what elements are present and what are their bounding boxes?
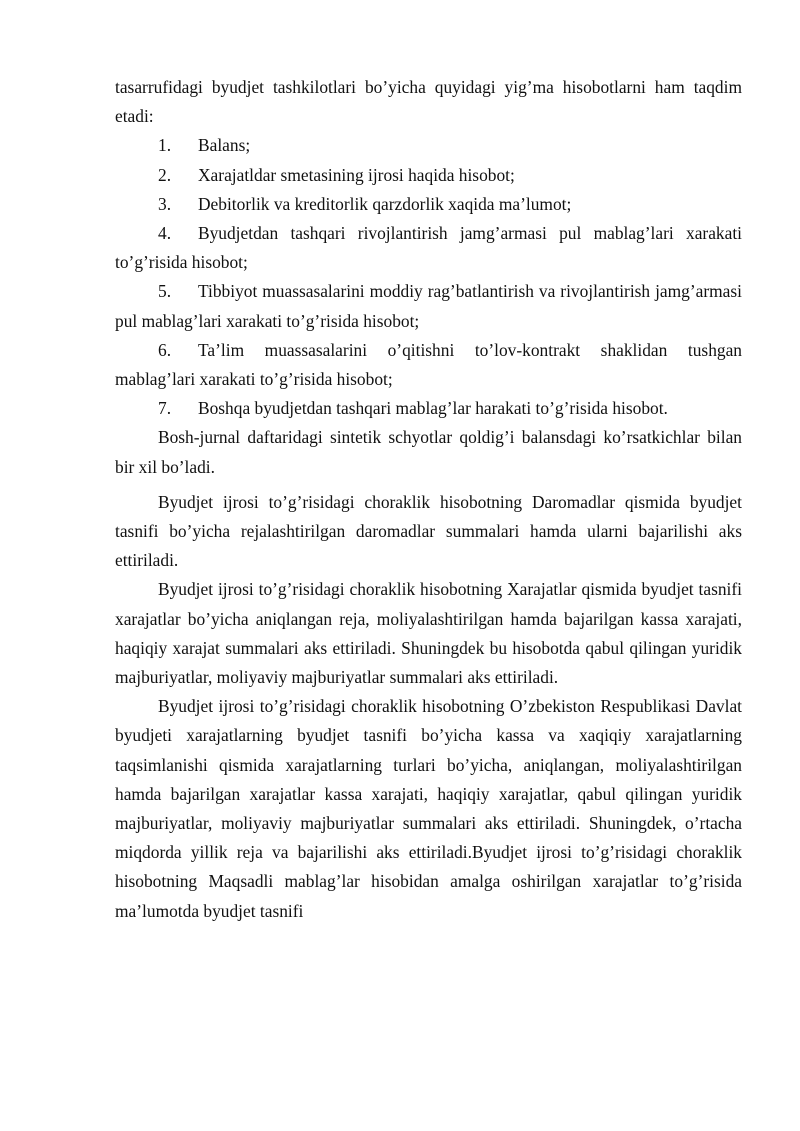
list-item-text: Debitorlik va kreditorlik qarzdorlik xaqida ma’lumot; xyxy=(198,193,572,214)
list-item-number: 5. xyxy=(158,281,172,302)
list-item xyxy=(115,394,742,423)
body-paragraph: Bosh-jurnal daftaridagi sintetik schyotlar qoldig’i balansdagi ko’rsatkichlar bilan bir xil bo’ladi. xyxy=(115,427,742,477)
list-item-text: Xarajatldar smetasining ijrosi haqida hisobot; xyxy=(198,164,515,185)
list-item-number: 3. xyxy=(158,193,172,214)
body-paragraph: Byudjet ijrosi to’g’risidagi choraklik hisobotning Xarajatlar qismida byudjet tasnifi xarajatlar bo’yicha aniqlangan reja, moliyalashtirilgan hamda bajarilgan kassa xarajati, haqiqiy xarajat summalari aks ettiriladi. Shuningdek bu hisobotda qabul qilingan yuridik majburiyatlar, moliyaviy majburiyatlar summalari aks ettiriladi. xyxy=(115,579,742,688)
list-item-number: 2. xyxy=(158,164,172,185)
list-item xyxy=(115,190,742,219)
list-item xyxy=(115,277,742,335)
document-page xyxy=(115,73,742,926)
list-item-text: Byudjetdan tashqari rivojlantirish jamg’armasi pul mablag’lari xarakati to’g’risida hisobot; xyxy=(115,223,742,273)
list-item xyxy=(115,161,742,190)
list-item-text: Boshqa byudjetdan tashqari mablag’lar harakati to’g’risida hisobot. xyxy=(198,398,668,419)
list-item-number: 4. xyxy=(158,223,172,244)
list-item xyxy=(115,336,742,394)
list-item-text: Balans; xyxy=(198,135,251,156)
list-item-number: 7. xyxy=(158,398,172,419)
list-item xyxy=(115,131,742,160)
body-paragraph: Byudjet ijrosi to’g’risidagi choraklik hisobotning O’zbekiston Respublikasi Davlat byudjeti xarajatlarning byudjet tasnifi bo’yicha kassa va xaqiqiy xarajatlarning taqsimlanishi qismida xarajatlarning turlari bo’yicha, aniqlangan, moliyalashtirilgan hamda bajarilgan xarajatlar kassa xarajati, haqiqiy xarajatlar, qabul qilingan yuridik majburiyatlar, moliyaviy majburiyatlar summalari aks ettiriladi. Shuningdek, o’rtacha miqdorda yillik reja va bajarilishi aks ettiriladi.Byudjet ijrosi to’g’risidagi choraklik hisobotning Maqsadli mablag’lar hisobidan amalga oshirilgan xarajatlar to’g’risida ma’lumotda byudjet tasnifi xyxy=(115,696,742,921)
list-item xyxy=(115,219,742,277)
list-item-number: 6. xyxy=(158,339,172,360)
body-paragraph: Byudjet ijrosi to’g’risidagi choraklik hisobotning Daromadlar qismida byudjet tasnifi bo’yicha rejalashtirilgan daromadlar summalari hamda ularni bajarilishi aks ettiriladi. xyxy=(115,491,742,571)
report-list xyxy=(115,131,742,423)
list-item-text: Ta’lim muassasalarini o’qitishni to’lov-kontrakt shaklidan tushgan mablag’lari xarakati to’g’risida hisobot; xyxy=(115,339,742,390)
list-item-number: 1. xyxy=(158,135,172,156)
list-item-text: Tibbiyot muassasalarini moddiy rag’batlantirish va rivojlantirish jamg’armasi pul mablag’lari xarakati to’g’risida hisobot; xyxy=(115,281,742,331)
intro-paragraph: tasarrufidagi byudjet tashkilotlari bo’yicha quyidagi yig’ma hisobotlarni ham taqdim etadi: xyxy=(115,77,742,127)
